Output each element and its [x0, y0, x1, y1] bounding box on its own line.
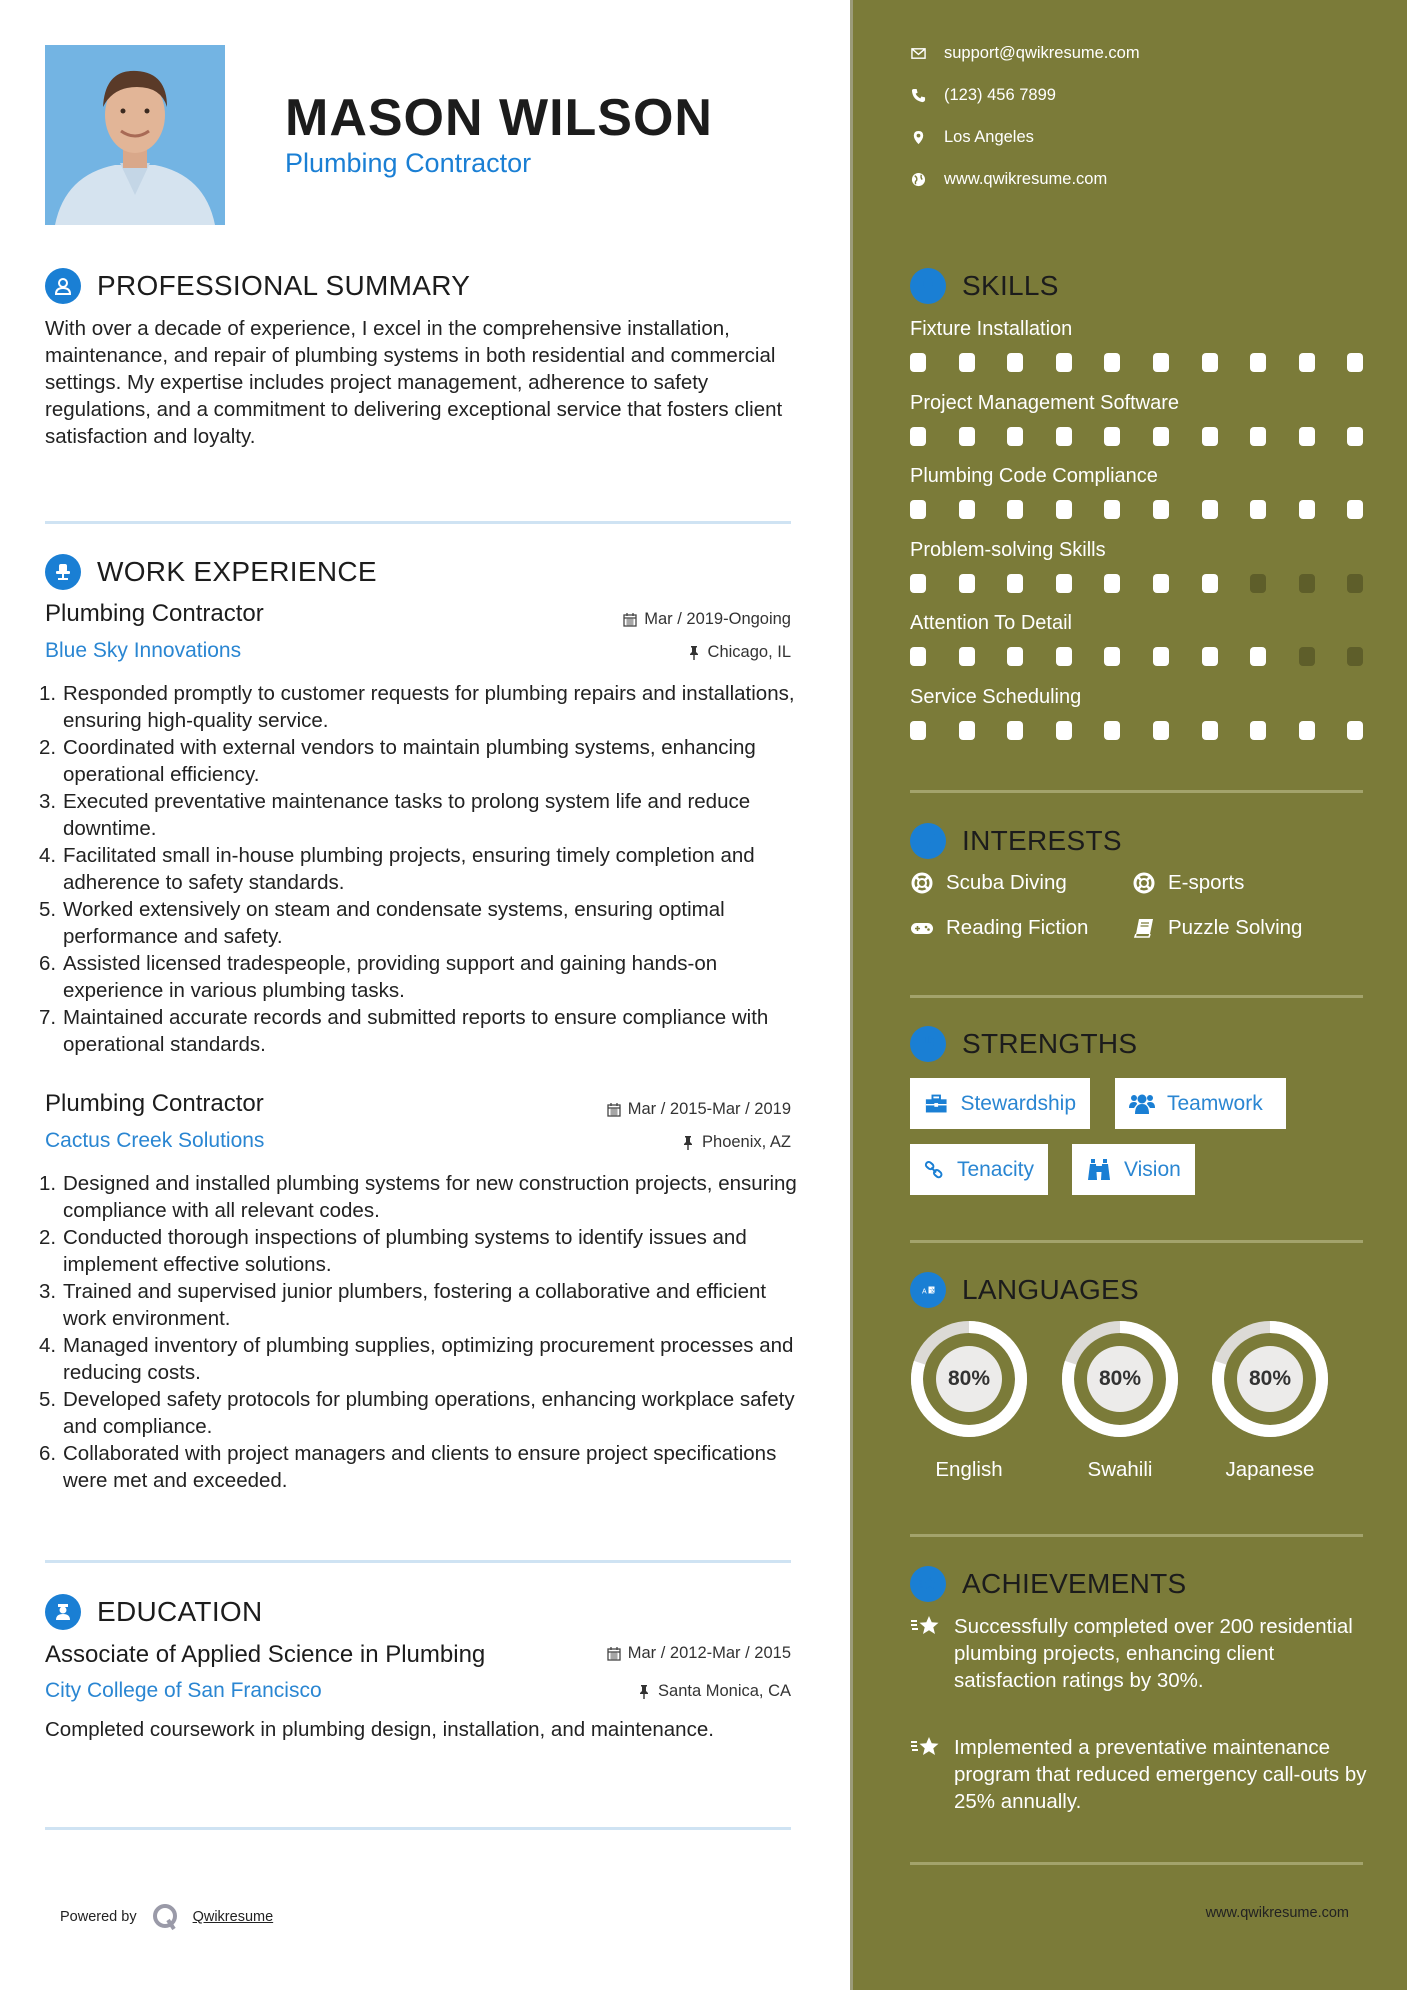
contact-website-text: www.qwikresume.com	[944, 170, 1108, 188]
language-item	[1209, 1318, 1331, 1482]
rating-dot-filled	[1153, 647, 1169, 666]
rating-dot-filled	[1299, 721, 1315, 740]
rating-dot-filled	[1250, 353, 1266, 372]
skill-rating	[910, 574, 1396, 593]
section-divider	[910, 1862, 1363, 1865]
strength-label: Tenacity	[956, 1157, 1034, 1181]
section-divider	[45, 1560, 791, 1563]
list-item: 7. Maintained accurate records and submitted reports to ensure compliance with operational standards.	[39, 1006, 769, 1056]
achievement-item	[910, 1734, 1380, 1815]
calendar-icon	[607, 1102, 621, 1117]
strength-badge	[910, 1144, 1048, 1195]
link-icon	[924, 1158, 945, 1182]
rating-dot-filled	[1056, 500, 1072, 519]
calendar-icon	[623, 612, 637, 627]
job-location-text: Phoenix, AZ	[702, 1133, 791, 1151]
rating-dot-filled	[1056, 721, 1072, 740]
rating-dot-empty	[1299, 647, 1315, 666]
rating-dot-empty	[1250, 574, 1266, 593]
rating-dot-filled	[1250, 500, 1266, 519]
rating-dot-filled	[910, 721, 926, 740]
rating-dot-empty	[1347, 647, 1363, 666]
skill-rating	[910, 353, 1396, 372]
rating-dot-filled	[1104, 721, 1120, 740]
globe-icon	[910, 172, 926, 188]
contact-phone[interactable]	[910, 86, 1056, 105]
skill-rating	[910, 500, 1396, 519]
school-name: City College of San Francisco	[45, 1679, 322, 1702]
interest-item	[910, 871, 1067, 895]
section-divider	[910, 1240, 1363, 1243]
rating-dot-filled	[1153, 721, 1169, 740]
skill-rating	[910, 721, 1396, 740]
section-divider	[910, 1534, 1363, 1537]
rating-dot-empty	[1347, 574, 1363, 593]
section-divider	[45, 521, 791, 524]
rating-dot-filled	[1104, 574, 1120, 593]
shooting-star-icon	[910, 1613, 942, 1641]
language-progress-ring	[1209, 1318, 1331, 1440]
strength-label: Vision	[1124, 1157, 1181, 1181]
translate-icon	[910, 1272, 946, 1308]
rating-dot-filled	[959, 500, 975, 519]
qwikresume-logo-icon	[151, 1902, 181, 1932]
rating-dot-filled	[959, 647, 975, 666]
rating-dot-filled	[1299, 500, 1315, 519]
rating-dot-filled	[1056, 574, 1072, 593]
skill-name: Problem-solving Skills	[910, 538, 1106, 561]
skill-name: Fixture Installation	[910, 318, 1073, 340]
skills-heading: SKILLS	[962, 270, 1059, 301]
section-divider	[45, 1827, 791, 1830]
rating-dot-filled	[1202, 500, 1218, 519]
rating-dot-filled	[959, 721, 975, 740]
rating-dot-filled	[1347, 427, 1363, 446]
phone-icon	[910, 88, 926, 104]
lightbulb-icon	[910, 268, 946, 304]
achievements-header	[910, 1566, 1187, 1602]
job-company: Cactus Creek Solutions	[45, 1129, 265, 1152]
strength-badge	[1115, 1078, 1286, 1129]
rating-dot-filled	[1056, 427, 1072, 446]
contact-email[interactable]	[910, 44, 1140, 63]
interest-label: E-sports	[1168, 871, 1245, 894]
list-item: 4. Facilitated small in-house plumbing projects, ensuring timely completion and adherence to safety standards.	[39, 844, 755, 894]
rating-dot-filled	[910, 353, 926, 372]
rating-dot-filled	[1007, 500, 1023, 519]
skill-name: Attention To Detail	[910, 612, 1072, 634]
language-percent: 80%	[1098, 1367, 1142, 1390]
experience-heading: WORK EXPERIENCE	[97, 556, 377, 587]
achievement-item	[910, 1613, 1380, 1694]
svg-text:A: A	[922, 1288, 927, 1296]
life-ring-icon	[1132, 872, 1156, 894]
education-heading: EDUCATION	[97, 1596, 263, 1627]
languages-header	[910, 1272, 1139, 1308]
shooting-star-icon	[910, 1734, 942, 1762]
job-bullets	[39, 1170, 805, 1494]
fist-icon	[910, 1026, 946, 1062]
rating-dot-filled	[1299, 427, 1315, 446]
interest-label: Reading Fiction	[946, 916, 1089, 939]
pushpin-icon	[681, 1135, 695, 1150]
candidate-title: Plumbing Contractor	[285, 148, 532, 178]
pushpin-icon	[637, 1684, 651, 1699]
list-item: 1. Responded promptly to customer requests for plumbing repairs and installations, ensuring high-quality service.	[39, 682, 795, 732]
education-description: Completed coursework in plumbing design, installation, and maintenance.	[45, 1718, 714, 1741]
candidate-name: MASON WILSON	[285, 89, 713, 147]
rating-dot-filled	[1202, 353, 1218, 372]
job-location	[687, 643, 791, 662]
users-icon	[1129, 1092, 1155, 1116]
rating-dot-filled	[1153, 574, 1169, 593]
list-item: 6. Assisted licensed tradespeople, providing support and gaining hands-on experience in various plumbing tasks.	[39, 952, 718, 1002]
rating-dot-filled	[1007, 721, 1023, 740]
experience-header	[45, 554, 377, 590]
job-dates-text: Mar / 2015-Mar / 2019	[627, 1100, 791, 1118]
rating-dot-filled	[1007, 647, 1023, 666]
skill-name: Plumbing Code Compliance	[910, 465, 1158, 487]
education-dates	[607, 1644, 791, 1663]
graduate-icon	[45, 1594, 81, 1630]
contact-website[interactable]	[910, 170, 1107, 189]
job-company: Blue Sky Innovations	[45, 639, 242, 662]
list-item: 5. Worked extensively on steam and condensate systems, ensuring optimal performance and safety.	[39, 898, 725, 948]
qwikresume-link[interactable]: Qwikresume	[192, 1909, 274, 1925]
skills-header	[910, 268, 1059, 304]
rating-dot-filled	[1202, 574, 1218, 593]
education-location-text: Santa Monica, CA	[658, 1682, 791, 1700]
rating-dot-filled	[1299, 353, 1315, 372]
list-item: 2. Conducted thorough inspections of plumbing systems to identify issues and implement effective solutions.	[39, 1226, 747, 1276]
rating-dot-filled	[1153, 353, 1169, 372]
summary-header	[45, 268, 470, 304]
job-title: Plumbing Contractor	[45, 600, 264, 627]
envelope-icon	[910, 46, 926, 62]
list-item: 2. Coordinated with external vendors to maintain plumbing systems, enhancing operational efficiency.	[39, 736, 756, 786]
strengths-header	[910, 1026, 1137, 1062]
rating-dot-empty	[1299, 574, 1315, 593]
profile-photo	[45, 45, 225, 225]
skill-name: Project Management Software	[910, 391, 1180, 414]
user-icon	[45, 268, 81, 304]
interests-heading: INTERESTS	[962, 825, 1122, 856]
language-percent: 80%	[1248, 1367, 1292, 1390]
rating-dot-filled	[910, 647, 926, 666]
language-name: English	[935, 1458, 1003, 1481]
footer-website[interactable]: www.qwikresume.com	[1205, 1905, 1349, 1921]
calendar-icon	[607, 1646, 621, 1661]
list-item: 6. Collaborated with project managers and clients to ensure project specifications were met and exceeded.	[39, 1442, 777, 1492]
rating-dot-filled	[959, 427, 975, 446]
life-ring-icon	[910, 872, 934, 894]
rating-dot-filled	[1153, 500, 1169, 519]
education-header	[45, 1594, 263, 1630]
rating-dot-filled	[1104, 500, 1120, 519]
briefcase-icon	[924, 1092, 948, 1116]
language-progress-ring	[1059, 1318, 1181, 1440]
job-dates-text: Mar / 2019-Ongoing	[644, 610, 791, 628]
rating-dot-filled	[1250, 647, 1266, 666]
rating-dot-filled	[1250, 427, 1266, 446]
rating-dot-filled	[910, 500, 926, 519]
interest-item	[1132, 871, 1244, 895]
rating-dot-filled	[910, 427, 926, 446]
rating-dot-filled	[1007, 353, 1023, 372]
languages-heading: LANGUAGES	[962, 1274, 1139, 1305]
rating-dot-filled	[1250, 721, 1266, 740]
rating-dot-filled	[959, 574, 975, 593]
contact-email-text: support@qwikresume.com	[944, 44, 1140, 62]
skill-name: Service Scheduling	[910, 685, 1082, 708]
education-dates-text: Mar / 2012-Mar / 2015	[627, 1644, 791, 1662]
interest-item	[910, 916, 1088, 940]
rating-dot-filled	[959, 353, 975, 372]
language-progress-ring	[908, 1318, 1030, 1440]
job-bullets	[39, 680, 805, 1058]
job-location-text: Chicago, IL	[707, 643, 791, 661]
map-marker-icon	[910, 130, 926, 146]
achievements-heading: ACHIEVEMENTS	[962, 1568, 1187, 1599]
list-item: 5. Developed safety protocols for plumbing operations, enhancing workplace safety and compliance.	[39, 1388, 795, 1438]
contact-location	[910, 128, 1034, 147]
summary-text: With over a decade of experience, I excel in the comprehensive installation, maintenance, and repair of plumbing systems in both residential and commercial settings. My expertise includes project management, adherence to safety regulations, and a commitment to delivering exceptional service that fosters client satisfaction and loyalty.	[45, 317, 783, 448]
rating-dot-filled	[1007, 427, 1023, 446]
list-item: 1. Designed and installed plumbing systems for new construction projects, ensuring compliance with all relevant codes.	[39, 1172, 797, 1222]
rating-dot-filled	[1202, 721, 1218, 740]
skill-rating	[910, 427, 1396, 446]
powered-by-label: Powered by	[60, 1909, 137, 1925]
rating-dot-filled	[1104, 647, 1120, 666]
binoculars-icon	[1086, 1158, 1112, 1182]
strength-badge	[910, 1078, 1090, 1129]
education-location	[637, 1682, 791, 1701]
section-divider	[910, 790, 1363, 793]
job-title: Plumbing Contractor	[45, 1090, 264, 1117]
language-item	[908, 1318, 1030, 1482]
shooting-star-icon	[910, 1566, 946, 1602]
rating-dot-filled	[1202, 427, 1218, 446]
rating-dot-filled	[1056, 353, 1072, 372]
language-percent: 80%	[947, 1367, 991, 1390]
achievement-text: Implemented a preventative maintenance program that reduced emergency call-outs by 25% annually.	[954, 1736, 1367, 1813]
section-divider	[910, 995, 1363, 998]
degree-title: Associate of Applied Science in Plumbing	[45, 1641, 486, 1668]
strengths-heading: STRENGTHS	[962, 1028, 1138, 1059]
job-location	[681, 1133, 791, 1152]
language-name: Japanese	[1225, 1458, 1315, 1481]
list-item: 4. Managed inventory of plumbing supplies, optimizing procurement processes and reducing costs.	[39, 1334, 794, 1384]
strength-label: Teamwork	[1167, 1091, 1263, 1115]
strength-badge	[1072, 1144, 1195, 1195]
pushpin-icon	[687, 645, 701, 660]
language-name: Swahili	[1087, 1458, 1153, 1481]
interests-header	[910, 823, 1122, 859]
book-icon	[1132, 917, 1156, 939]
rating-dot-filled	[1104, 427, 1120, 446]
powered-by	[60, 1902, 273, 1932]
skill-rating	[910, 647, 1396, 666]
contact-phone-text: (123) 456 7899	[944, 86, 1056, 104]
rating-dot-filled	[1347, 500, 1363, 519]
person-photo-icon	[45, 45, 225, 225]
rating-dot-filled	[1007, 574, 1023, 593]
list-item: 3. Executed preventative maintenance tasks to prolong system life and reduce downtime.	[39, 790, 751, 840]
strength-label: Stewardship	[960, 1091, 1076, 1115]
interest-item	[1132, 916, 1302, 940]
language-item	[1059, 1318, 1181, 1482]
sidebar-content	[850, 0, 1407, 1990]
rating-dot-filled	[1347, 721, 1363, 740]
svg-text:文: 文	[929, 1288, 936, 1295]
paper-plane-icon	[910, 823, 946, 859]
job-dates	[607, 1100, 791, 1119]
rating-dot-filled	[1202, 647, 1218, 666]
list-item: 3. Trained and supervised junior plumbers, fostering a collaborative and efficient work environment.	[39, 1280, 767, 1330]
rating-dot-filled	[1056, 647, 1072, 666]
rating-dot-filled	[1347, 353, 1363, 372]
gamepad-icon	[910, 917, 934, 939]
rating-dot-filled	[1153, 427, 1169, 446]
contact-location-text: Los Angeles	[944, 128, 1034, 146]
interest-label: Scuba Diving	[946, 871, 1067, 894]
job-dates	[623, 610, 791, 629]
rating-dot-filled	[910, 574, 926, 593]
achievement-text: Successfully completed over 200 residential plumbing projects, enhancing client satisfaction ratings by 30%.	[954, 1615, 1353, 1692]
rating-dot-filled	[1104, 353, 1120, 372]
interest-label: Puzzle Solving	[1168, 916, 1303, 939]
office-chair-icon	[45, 554, 81, 590]
summary-heading: PROFESSIONAL SUMMARY	[97, 270, 471, 301]
